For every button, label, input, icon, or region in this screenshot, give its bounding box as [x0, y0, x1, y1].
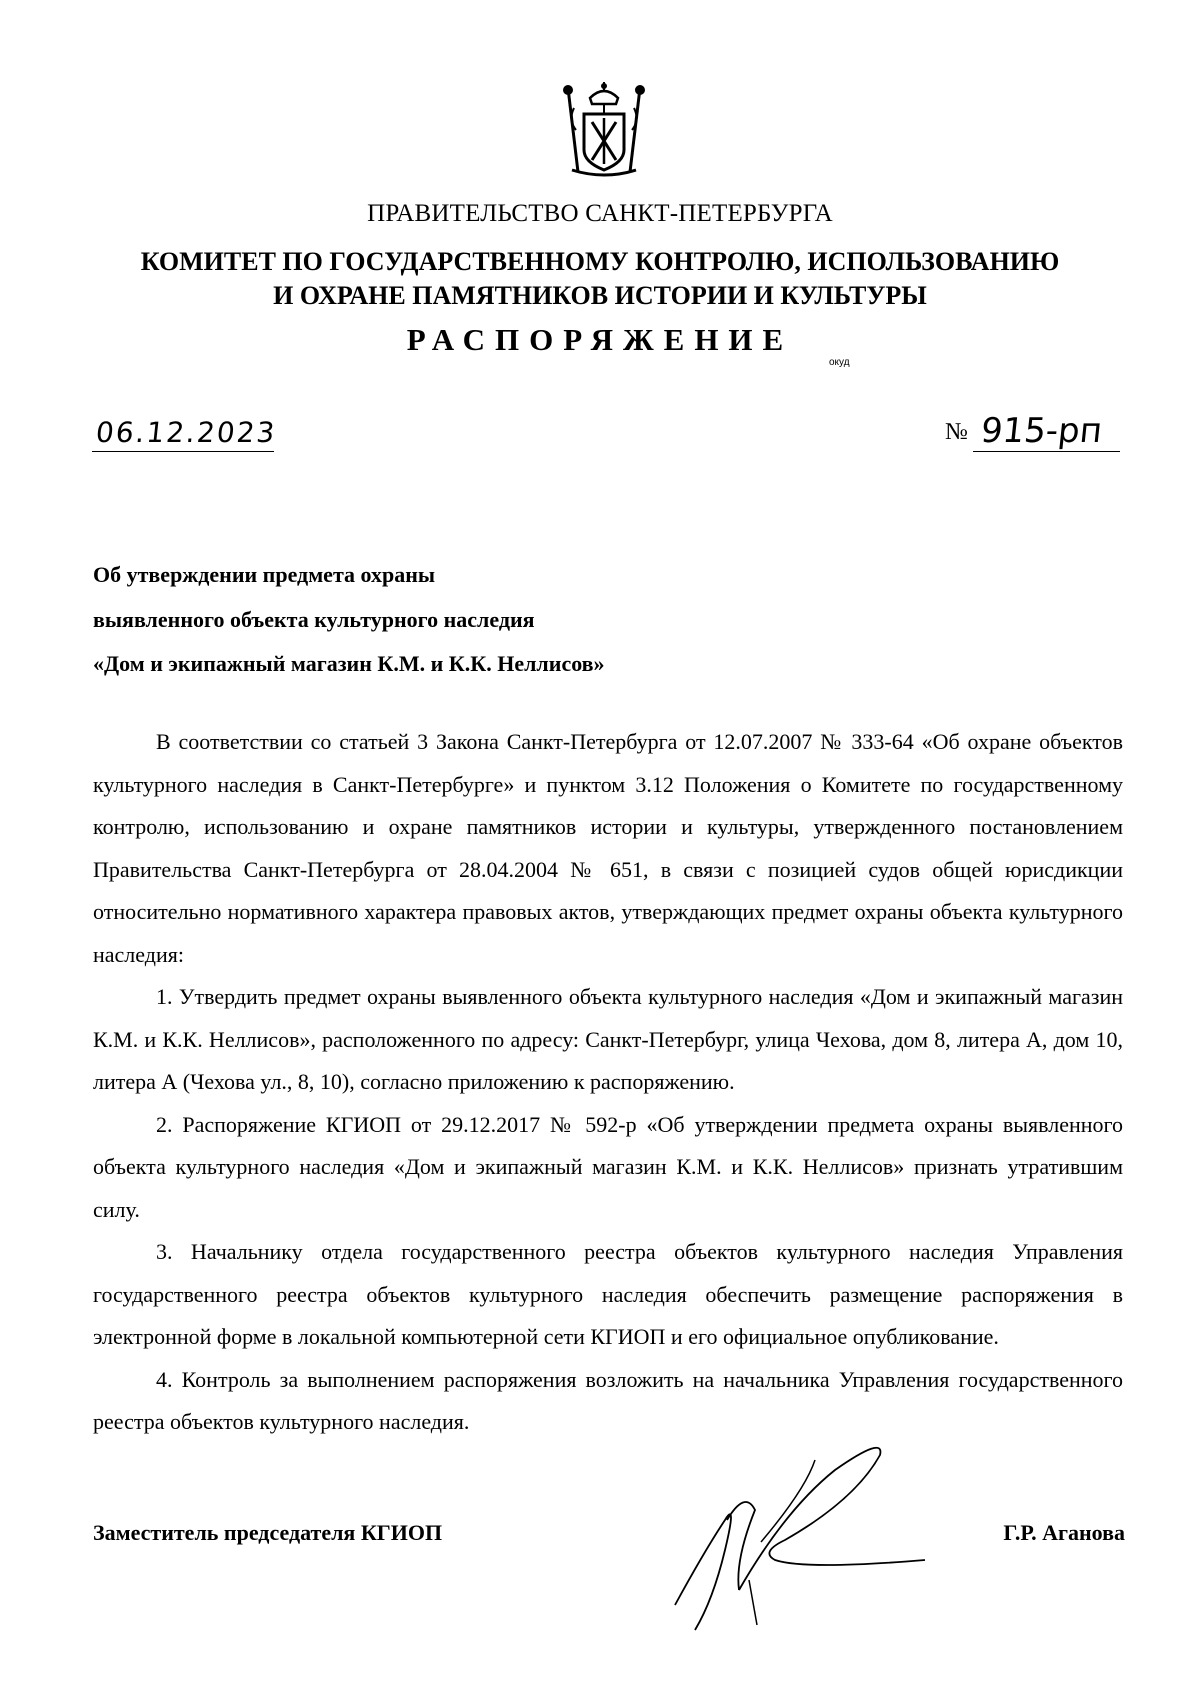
okud-label: окуд: [829, 357, 850, 368]
document-subject: [93, 553, 605, 687]
committee-title: [0, 245, 1200, 313]
government-title: ПРАВИТЕЛЬСТВО САНКТ-ПЕТЕРБУРГА: [367, 200, 833, 227]
date-field: [92, 416, 279, 452]
committee-title-line2: И ОХРАНЕ ПАМЯТНИКОВ ИСТОРИИ И КУЛЬТУРЫ: [273, 281, 927, 310]
subject-line1: Об утверждении предмета охраны: [93, 562, 436, 587]
signer-position: Заместитель председателя КГИОП: [93, 1520, 443, 1545]
preamble-paragraph: В соответствии со статьей 3 Закона Санкт-Петербурга от 12.07.2007 № 333-64 «Об охране объектов культурного наследия в Санкт-Петербурге» и пунктом 3.12 Положения о Комитете по государственному контролю, использованию и охране памятников истории и культуры, утвержденного постановлением Правительства Санкт-Петербурга от 28.04.2004 № 651, в связи с позицией судов общей юрисдикции относительно нормативного характера правовых актов, утверждающих предмет охраны объекта культурного наследия:: [93, 729, 1123, 967]
subject-line3: «Дом и экипажный магазин К.М. и К.К. Неллисов»: [93, 651, 605, 676]
subject-line2: выявленного объекта культурного наследия: [93, 606, 535, 632]
coat-of-arms-icon: [560, 80, 648, 180]
item-1-paragraph: 1. Утвердить предмет охраны выявленного объекта культурного наследия «Дом и экипажный магазин К.М. и К.К. Неллисов», расположенного по адресу: Санкт-Петербург, улица Чехова, дом 8, литера А, дом 10, литера А (Чехова ул., 8, 10), согласно приложению к распоряжению.: [93, 984, 1123, 1094]
handwritten-signature-icon: [665, 1430, 945, 1640]
signer-name: Г.Р. Аганова: [1003, 1520, 1125, 1545]
item-4-paragraph: 4. Контроль за выполнением распоряжения возложить на начальника Управления государственного реестра объектов культурного наследия.: [93, 1366, 1123, 1434]
number-field: [945, 412, 1120, 452]
number-underline: [973, 413, 1120, 452]
committee-title-line1: КОМИТЕТ ПО ГОСУДАРСТВЕННОМУ КОНТРОЛЮ, ИСПОЛЬЗОВАНИЮ: [140, 247, 1060, 276]
document-body: [93, 721, 1123, 1444]
item-3-paragraph: 3. Начальнику отдела государственного реестра объектов культурного наследия Управления государственного реестра объектов культурного наследия обеспечить размещение распоряжения в электронной форме в локальной компьютерной сети КГИОП и его официальное опубликование.: [93, 1239, 1123, 1349]
document-type: РАСПОРЯЖЕНИЕ: [406, 322, 794, 357]
document-number: 915-рп: [978, 411, 1105, 451]
number-sign: №: [945, 419, 968, 445]
document-date: 06.12.2023: [94, 416, 279, 449]
item-2-paragraph: 2. Распоряжение КГИОП от 29.12.2017 № 592-р «Об утверждении предмета охраны выявленного объекта культурного наследия «Дом и экипажный магазин К.М. и К.К. Неллисов» признать утратившим силу.: [93, 1111, 1123, 1222]
